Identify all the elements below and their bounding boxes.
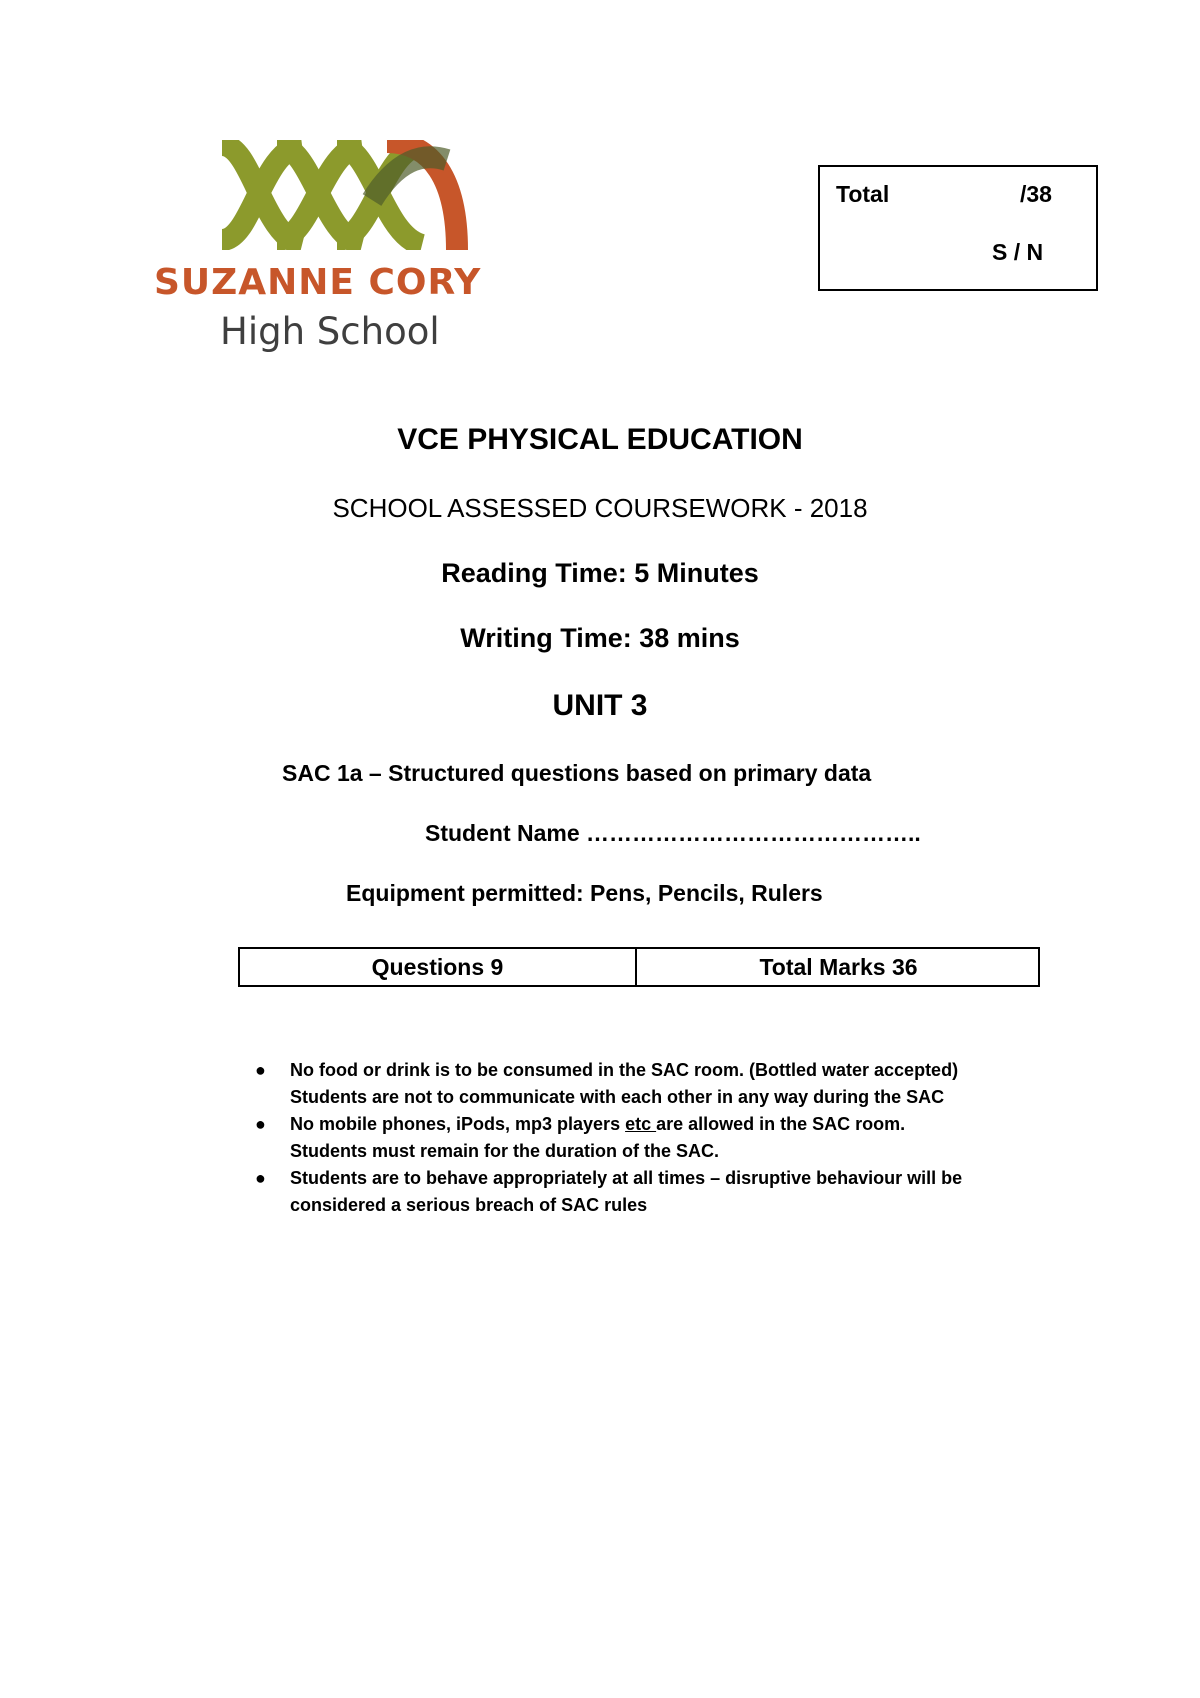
page-subtitle: SCHOOL ASSESSED COURSEWORK - 2018 [332,493,868,523]
logo-emblem-icon [222,140,482,250]
total-label: Total [836,181,890,207]
rule-text-underlined: etc [625,1114,657,1134]
bullet-icon: ● [255,1060,266,1080]
bullet-icon: ● [255,1114,266,1134]
total-marks: Total Marks 36 [759,954,918,980]
page-title: VCE PHYSICAL EDUCATION [397,423,803,456]
sac-description: SAC 1a – Structured questions based on primary data [282,760,872,786]
reading-time: Reading Time: 5 Minutes [441,558,759,588]
logo-school-type: High School [220,310,440,353]
rule-text: Students are not to communicate with each other in any way during the SAC [290,1087,945,1107]
list-item [252,1057,1052,1111]
rule-text-part: No mobile phones, iPods, mp3 players [290,1114,626,1134]
rule-text: considered a serious breach of SAC rules [290,1195,648,1215]
rule-text: No food or drink is to be consumed in the SAC room. (Bottled water accepted) [290,1060,959,1080]
writing-time: Writing Time: 38 mins [460,623,740,653]
rule-text [290,1111,1052,1138]
total-value: /38 [1020,181,1052,207]
bullet-icon: ● [255,1168,266,1188]
rule-text-part: are allowed in the SAC room. [656,1114,906,1134]
student-name-field: Student Name …………………………………….. [425,820,921,846]
questions-count: Questions 9 [240,949,637,985]
marks-table [238,947,1040,987]
rule-text: Students must remain for the duration of the SAC. [290,1141,720,1161]
list-item [252,1165,1052,1219]
list-item [252,1111,1052,1165]
rules-list [252,1057,1052,1219]
score-box [818,165,1098,291]
sn-label: S / N [992,239,1044,265]
rule-text: Students are to behave appropriately at all times – disruptive behaviour will be [290,1168,963,1188]
logo-school-name: SUZANNE CORY [154,262,482,303]
unit-heading: UNIT 3 [552,689,648,722]
school-logo [150,140,560,360]
equipment-permitted: Equipment permitted: Pens, Pencils, Rulers [346,880,823,906]
